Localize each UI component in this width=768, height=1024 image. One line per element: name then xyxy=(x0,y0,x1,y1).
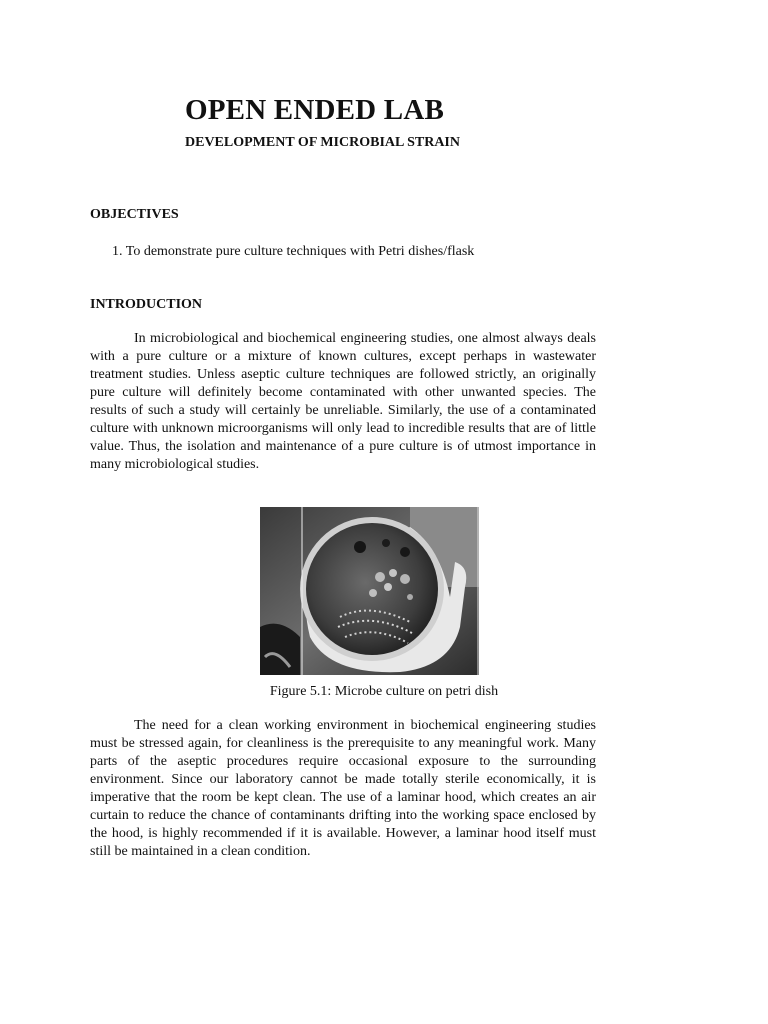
page-subtitle: DEVELOPMENT OF MICROBIAL STRAIN xyxy=(185,135,460,150)
introduction-paragraph: In microbiological and biochemical engineering studies, one almost always deals with a pure culture or a mixture of known cultures, except perhaps in wastewater treatment studies. Unless aseptic culture techniques are followed strictly, an originally pure culture will definitely become contaminated with other unwanted species. The results of such a study will certainly be unreliable. Similarly, the use of a contaminated culture with unknown microorganisms will only lead to incredible results that are of little value. Thus, the isolation and maintenance of a pure culture is of utmost importance in many microbiological studies. xyxy=(90,331,596,472)
petri-dish-image xyxy=(260,507,479,675)
objective-item: 1. To demonstrate pure culture techniques with Petri dishes/flask xyxy=(112,244,475,259)
introduction-heading: INTRODUCTION xyxy=(90,297,203,312)
objectives-heading: OBJECTIVES xyxy=(90,207,179,222)
petri-dish-photo xyxy=(260,507,479,675)
figure-caption: Figure 5.1: Microbe culture on petri dish xyxy=(269,684,499,699)
page-title: OPEN ENDED LAB xyxy=(185,94,444,126)
body-paragraph: The need for a clean working environment in biochemical engineering studies must be stressed again, for cleanliness is the prerequisite to any meaningful work. Many parts of the aseptic procedures require occasional exposure to the surrounding environment. Since our laboratory cannot be made totally sterile economically, it is imperative that the room be kept clean. The use of a laminar hood, which creates an air curtain to reduce the chance of contaminants drifting into the working space enclosed by the hood, is highly recommended if it is available. However, a laminar hood itself must still be maintained in a clean condition. xyxy=(90,718,596,859)
